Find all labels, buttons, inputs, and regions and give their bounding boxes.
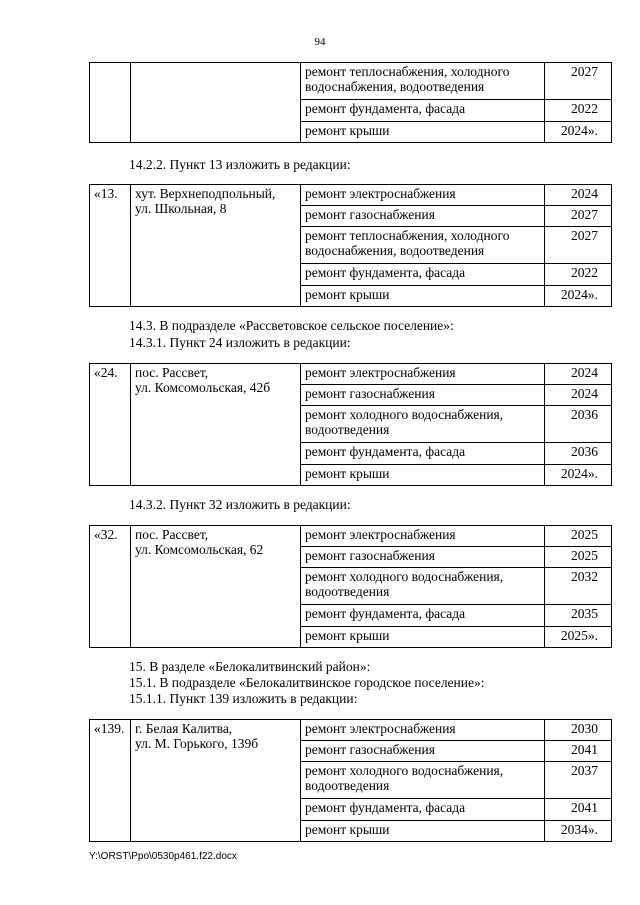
- work-type: ремонт крыши: [301, 286, 545, 307]
- paragraph: 14.3.1. Пункт 24 изложить в редакции:: [129, 335, 351, 350]
- work-year: 2032: [545, 568, 612, 605]
- work-year: 2024».: [545, 286, 612, 307]
- address-cell: [131, 63, 301, 143]
- works-table-24: [89, 363, 612, 486]
- address-line: хут. Верхнеподпольный,: [135, 186, 276, 201]
- work-year: 2027: [545, 227, 612, 264]
- work-type: ремонт фундамента, фасада: [301, 443, 545, 465]
- work-year: 2022: [545, 100, 612, 122]
- work-type: ремонт газоснабжения: [301, 547, 545, 568]
- work-type: ремонт теплоснабжения, холодного водоснабжения, водоотведения: [301, 227, 545, 264]
- work-type: ремонт фундамента, фасада: [301, 264, 545, 286]
- work-type: ремонт газоснабжения: [301, 385, 545, 406]
- work-year: 2036: [545, 406, 612, 443]
- address-line: пос. Рассвет,: [135, 527, 209, 542]
- paragraph: 14.3.2. Пункт 32 изложить в редакции:: [129, 497, 351, 512]
- work-year: 2024: [545, 385, 612, 406]
- address-line: ул. Комсомольская, 42б: [135, 380, 271, 395]
- address-cell: [131, 364, 301, 486]
- works-table-continuation: [89, 62, 612, 143]
- work-year: 2041: [545, 741, 612, 762]
- address-line: пос. Рассвет,: [135, 365, 209, 380]
- work-year: 2025».: [545, 627, 612, 648]
- paragraph: 15.1. В подразделе «Белокалитвинское городское поселение»:: [129, 675, 485, 690]
- file-path-footer: Y:\ORST\Ppo\0530p461.f22.docx: [89, 851, 237, 862]
- work-year: 2027: [545, 63, 612, 100]
- work-year: 2025: [545, 547, 612, 568]
- table-row: [90, 526, 612, 547]
- work-type: ремонт крыши: [301, 465, 545, 486]
- work-type: ремонт газоснабжения: [301, 741, 545, 762]
- work-year: 2030: [545, 720, 612, 741]
- work-year: 2025: [545, 526, 612, 547]
- work-type: ремонт электроснабжения: [301, 720, 545, 741]
- paragraph: 14.2.2. Пункт 13 изложить в редакции:: [129, 157, 351, 172]
- work-type: ремонт фундамента, фасада: [301, 799, 545, 821]
- work-year: 2024: [545, 185, 612, 206]
- works-table-32: [89, 525, 612, 648]
- address-cell: [131, 185, 301, 307]
- work-type: ремонт теплоснабжения, холодного водоснабжения, водоотведения: [301, 63, 545, 100]
- work-type: ремонт газоснабжения: [301, 206, 545, 227]
- page-number: 94: [314, 36, 326, 48]
- work-year: 2024: [545, 364, 612, 385]
- address-line: ул. М. Горького, 139б: [135, 736, 259, 751]
- item-number: «32.: [90, 526, 131, 648]
- table-row: [90, 720, 612, 741]
- work-type: ремонт холодного водоснабжения, водоотведения: [301, 406, 545, 443]
- work-type: ремонт крыши: [301, 122, 545, 143]
- paragraph: 14.3. В подразделе «Рассветовское сельское поселение»:: [129, 318, 454, 333]
- table-row: [90, 364, 612, 385]
- item-number: «139.: [90, 720, 131, 842]
- work-type: ремонт холодного водоснабжения, водоотведения: [301, 568, 545, 605]
- work-year: 2035: [545, 605, 612, 627]
- work-type: ремонт электроснабжения: [301, 364, 545, 385]
- table-row: [90, 63, 612, 100]
- work-type: ремонт электроснабжения: [301, 185, 545, 206]
- work-type: ремонт фундамента, фасада: [301, 100, 545, 122]
- item-number: «24.: [90, 364, 131, 486]
- work-year: 2024».: [545, 465, 612, 486]
- address-cell: [131, 526, 301, 648]
- paragraph: 15.1.1. Пункт 139 изложить в редакции:: [129, 691, 358, 706]
- work-type: ремонт холодного водоснабжения, водоотведения: [301, 762, 545, 799]
- address-cell: [131, 720, 301, 842]
- work-type: ремонт крыши: [301, 627, 545, 648]
- work-type: ремонт фундамента, фасада: [301, 605, 545, 627]
- table-row: [90, 185, 612, 206]
- works-table-13: [89, 184, 612, 307]
- work-year: 2027: [545, 206, 612, 227]
- works-table-139: [89, 719, 612, 842]
- work-year: 2036: [545, 443, 612, 465]
- address-line: ул. Школьная, 8: [135, 201, 227, 216]
- item-number: «13.: [90, 185, 131, 307]
- address-line: г. Белая Калитва,: [135, 721, 233, 736]
- work-type: ремонт электроснабжения: [301, 526, 545, 547]
- item-number: [90, 63, 131, 143]
- work-year: 2037: [545, 762, 612, 799]
- address-line: ул. Комсомольская, 62: [135, 542, 264, 557]
- work-year: 2024».: [545, 122, 612, 143]
- paragraph: 15. В разделе «Белокалитвинский район»:: [129, 659, 371, 674]
- work-year: 2022: [545, 264, 612, 286]
- work-year: 2041: [545, 799, 612, 821]
- work-year: 2034».: [545, 821, 612, 842]
- work-type: ремонт крыши: [301, 821, 545, 842]
